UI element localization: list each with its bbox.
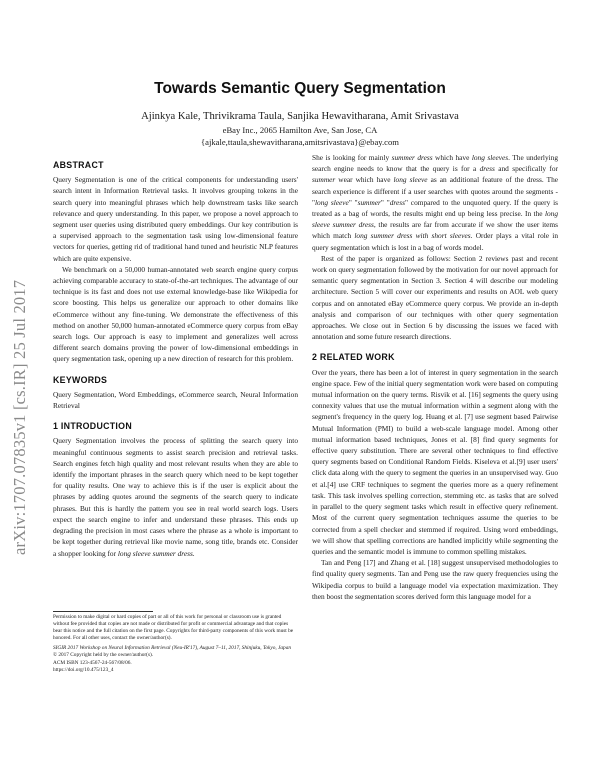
related-paragraph-1: Over the years, there has been a lot of interest in query segmentation in the search engine space. Few of the initial query segmentation work were based on computing mutual information on the query terms. Risvik et al. [16] segments the query using connexity values that use the mutual information within a segment along with the segment's frequency in the query log. Huang et al. [7] use segment based Pairwise Mutual Information (PMI) to build a web-scale language model. Among other mutual information based techniques, Jones et al. [8] find query segments for effective query substitution. There are several other techniques to find effective query segments based on Conditional Random Fields. Kiseleva et al.[9] user users' click data along with the query to segment the queries in an unsupervised way. Guo et al.[4] use CRF techniques to segment the queries more as a query refinement task. This task involves spelling correction, stemming etc. as tasks that are solved in parallel to the query segment tasks which result in effective query refinement. Most of the current query segmentation techniques assume the queries to be corrected from a spell checker and stemmed if required. Using word embeddings, we will show that spelling corrections are handled implicitly while segmenting the queries and the semantic model is immune to common spelling mistakes. (312, 367, 558, 556)
keywords-heading: KEYWORDS (53, 374, 108, 385)
arxiv-stamp: arXiv:1707.07835v1 [cs.IR] 25 Jul 2017 (10, 279, 29, 555)
copyright-line: © 2017 Copyright held by the owner/author(s). (53, 652, 154, 659)
abstract-paragraph-2: We benchmark on a 50,000 human-annotated web search engine query corpus achieving comparable accuracy to state-of-the-art techniques. The advantage of our technique is its fast and does not use external knowledge-base like Wikipedia for score boosting. This helps us generalize our approach to other domains like eCommerce without any fine-tuning. We demonstrate the effectiveness of this method on another 50,000 human-annotated eCommerce query corpus from eBay search logs. Our approach is easy to implement and generalizes well across different search domains proving the power of low-dimensional embeddings in query segmentation task, opening up a new direction of research for this problem. (53, 264, 298, 364)
right-column (312, 152, 558, 602)
author-emails: {ajkale,ttaula,shewavitharana,amitsrivastava}@ebay.com (201, 137, 399, 147)
permission-notice: Permission to make digital or hard copies of part or all of this work for personal or classroom use is granted without fee provided that copies are not made or distributed for profit or commercial advantage and that copies bear this notice and the full citation on the first page. Copyrights for third-party components of this work must be honored. For all other uses, contact the owner/author(s). (53, 614, 294, 642)
introduction-heading: 1 INTRODUCTION (53, 421, 132, 432)
intro-paragraph-1: Query Segmentation involves the process of splitting the search query into meaningful continuous segments to assist search precision and retrieval tasks. Search engines fetch high quality and most relevant results when they are able to identify the important phrases in the search query which need to be kept together for quality results. One way to achieve this is if the user is explicit about the phrases by adding quotes around the segments of the search query to indicate phrases. But this is hardly the pattern you see in real world search logs. Users expect the search engine to infer and understand these phrases. This ends up degrading the precision in most cases where the phrase as a whole is important to be kept together during retrieval like movie name, song title, brands etc. Consider a shopper looking for long sleeve summer dress. (53, 436, 298, 558)
related-work-heading: 2 RELATED WORK (312, 352, 395, 363)
left-column (53, 152, 298, 559)
paper-title: Towards Semantic Query Segmentation (154, 80, 446, 97)
doi-link[interactable]: https://doi.org/10.475/123_4 (53, 666, 114, 673)
intro-paragraph-3: Rest of the paper is organized as follows: Section 2 reviews past and recent work on query segmentation followed by the motivation for our novel approach for semantic query segmentation in Section 3. Section 4 will describe our modeling architecture. Section 5 will cover our experiments and results on AOL web query corpus and on annotated eBay eCommerce query corpus. We provide an in-depth analysis and comparison of our techniques with other query segmentation approaches. We close out in Section 6 by discussing the issues we faced with annotation and some future research directions. (312, 253, 558, 342)
copyright-footnote (53, 614, 298, 674)
related-paragraph-2: Tan and Peng [17] and Zhang et al. [18] suggest unsupervised methodologies to find quality query segments. Tan and Peng use the raw query frequencies using the Wikipedia corpus to build a language model via expectation maximization. They then boost the segmentation scores derived form this language model for a (312, 558, 558, 601)
footnote-rule (53, 611, 153, 612)
intro-paragraph-2: She is looking for mainly summer dress which have long sleeves. The underlying search engine needs to know that the query is for a dress and specifically for summer wear which have long sleeve as an additional feature of the dress. The search experience is different if a user searches with quotes around the segments - "long sleeve" "summer" "dress" compared to the unquoted query. If the query is treated as a bag of words, the results might end up being less precise. In the long sleeve summer dress, the results are far from accurate if we show the user items which match long summer dress with short sleeves. Order plays a vital role in query segmentation which is lost in a bag of words model. (312, 153, 559, 252)
abstract-heading: ABSTRACT (53, 160, 104, 170)
keywords-text: Query Segmentation, Word Embeddings, eCommerce search, Neural Information Retrieval (53, 389, 298, 411)
abstract-paragraph-1: Query Segmentation is one of the critical components for understanding users' search intent in Information Retrieval tasks. It involves grouping tokens in the search query into meaningful phrases which help downstream tasks like search relevance and query understanding. In this paper, we propose a novel approach to segment user queries using distributed query embeddings. Our key contribution is a supervised approach to the segmentation task using low-dimensional feature vectors for queries, getting rid of traditional hand tuned and heuristic NLP features which are quite expensive. (53, 175, 298, 263)
author-list: Ajinkya Kale, Thrivikrama Taula, Sanjika Hewavitharana, Amit Srivastava (141, 111, 459, 122)
affiliation: eBay Inc., 2065 Hamilton Ave, San Jose, CA (222, 125, 378, 135)
isbn-line: ACM ISBN 123-4567-24-567/08/06. (53, 659, 132, 666)
workshop-line: SIGIR 2017 Workshop on Neural Information Retrieval (Neu-IR'17), August 7–11, 2017, Shinjuku, Tokyo, Japan (53, 645, 291, 652)
